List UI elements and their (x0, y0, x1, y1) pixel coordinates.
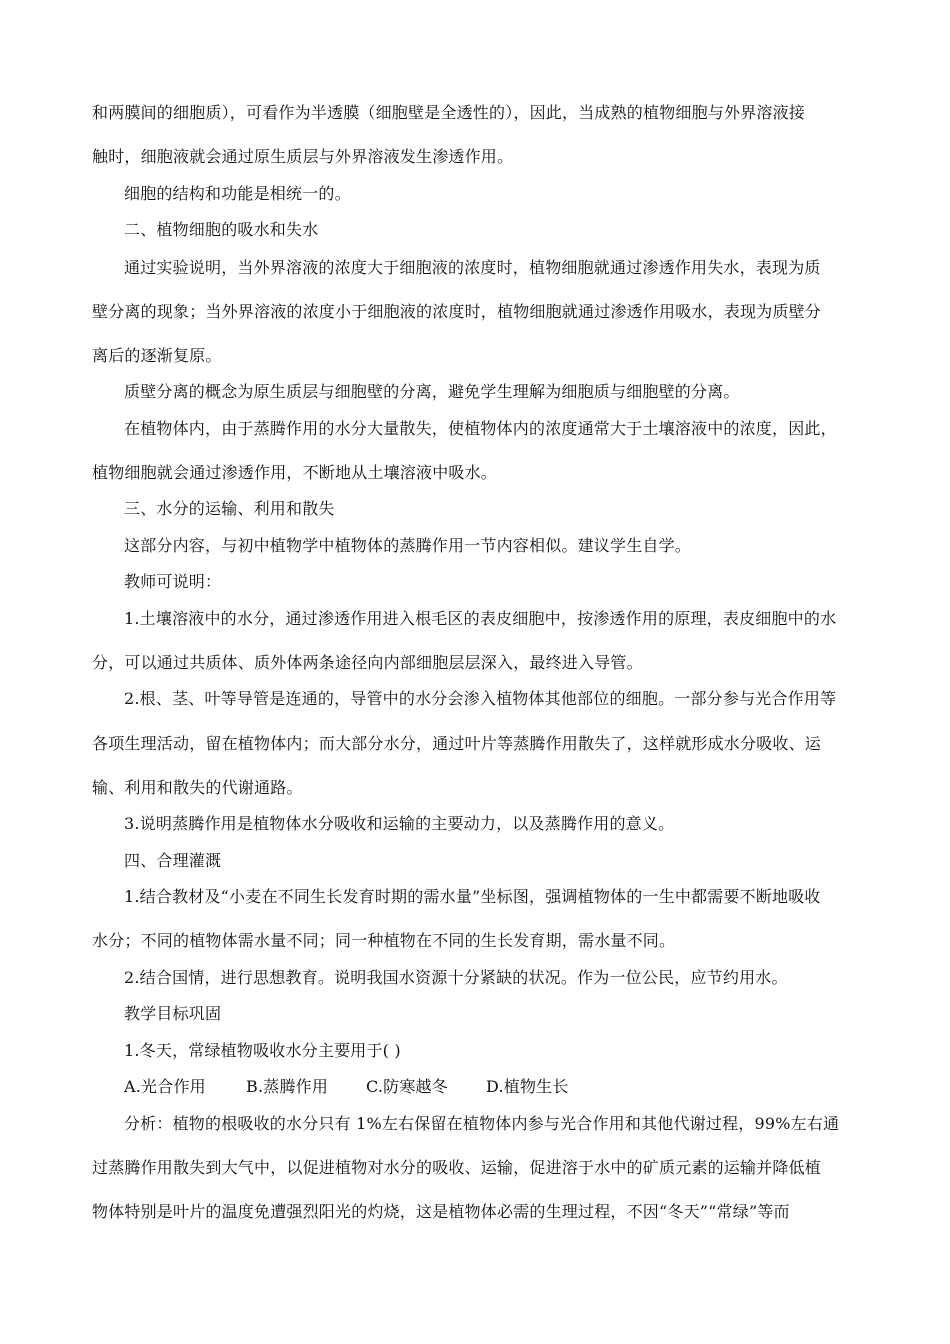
option-a: A.光合作用 (124, 1077, 206, 1096)
paragraph-line: 分析：植物的根吸收的水分只有 1%左右保留在植物体内参与光合作用和其他代谢过程，99%左右通 (124, 1114, 840, 1133)
paragraph-line: 这部分内容，与初中植物学中植物体的蒸腾作用一节内容相似。建议学生自学。 (124, 536, 692, 555)
paragraph-line: 细胞的结构和功能是相统一的。 (124, 184, 351, 203)
paragraph-line: 物体特别是叶片的温度免遭强烈阳光的灼烧，这是植物体必需的生理过程，不因“冬天”“常绿”等而 (92, 1202, 790, 1221)
paragraph-line: 1.结合教材及“小麦在不同生长发育时期的需水量”坐标图，强调植物体的一生中都需要不断地吸收 (124, 887, 821, 906)
paragraph-line: 壁分离的现象；当外界溶液的浓度小于细胞液的浓度时，植物细胞就通过渗透作用吸水，表现为质壁分 (92, 302, 822, 321)
option-c: C.防寒越冬 (366, 1077, 448, 1096)
paragraph-line: 和两膜间的细胞质），可看作为半透膜（细胞壁是全透性的），因此，当成熟的植物细胞与外界溶液接 (92, 103, 806, 122)
section-heading: 三、水分的运输、利用和散失 (124, 499, 335, 518)
answer-options (124, 1077, 569, 1097)
paragraph-line: 2.根、茎、叶等导管是连通的，导管中的水分会渗入植物体其他部位的细胞。一部分参与光合作用等 (124, 689, 837, 708)
paragraph-line: 1.土壤溶液中的水分，通过渗透作用进入根毛区的表皮细胞中，按渗透作用的原理，表皮细胞中的水 (124, 609, 837, 628)
paragraph-line: 通过实验说明，当外界溶液的浓度大于细胞液的浓度时，植物细胞就通过渗透作用失水，表现为质 (124, 258, 821, 277)
section-heading: 四、合理灌溉 (124, 851, 222, 870)
question-line: 1.冬天，常绿植物吸收水分主要用于( ) (124, 1041, 401, 1060)
paragraph-line: 植物细胞就会通过渗透作用，不断地从土壤溶液中吸水。 (92, 463, 498, 482)
section-heading: 二、植物细胞的吸水和失水 (124, 220, 319, 239)
paragraph-line: 质壁分离的概念为原生质层与细胞壁的分离，避免学生理解为细胞质与细胞壁的分离。 (124, 382, 740, 401)
paragraph-line: 过蒸腾作用散失到大气中，以促进植物对水分的吸收、运输，促进溶于水中的矿质元素的运输并降低植 (92, 1158, 822, 1177)
paragraph-line: 在植物体内，由于蒸腾作用的水分大量散失，使植物体内的浓度通常大于土壤溶液中的浓度，因此， (124, 419, 837, 438)
paragraph-line: 教师可说明： (124, 572, 222, 591)
paragraph-line: 触时，细胞液就会通过原生质层与外界溶液发生渗透作用。 (92, 147, 514, 166)
paragraph-line: 2.结合国情，进行思想教育。说明我国水资源十分紧缺的状况。作为一位公民，应节约用水。 (124, 968, 788, 987)
paragraph-line: 离后的逐渐复原。 (92, 346, 222, 365)
paragraph-line: 分，可以通过共质体、质外体两条途径向内部细胞层层深入，最终进入导管。 (92, 653, 643, 672)
section-heading: 教学目标巩固 (124, 1004, 222, 1023)
paragraph-line: 水分；不同的植物体需水量不同；同一种植物在不同的生长发育期，需水量不同。 (92, 931, 676, 950)
paragraph-line: 输、利用和散失的代谢通路。 (92, 778, 303, 797)
paragraph-line: 各项生理活动，留在植物体内；而大部分水分，通过叶片等蒸腾作用散失了，这样就形成水分吸收、运 (92, 734, 822, 753)
option-d: D.植物生长 (486, 1077, 569, 1096)
paragraph-line: 3.说明蒸腾作用是植物体水分吸收和运输的主要动力，以及蒸腾作用的意义。 (124, 814, 675, 833)
option-b: B.蒸腾作用 (246, 1077, 329, 1096)
